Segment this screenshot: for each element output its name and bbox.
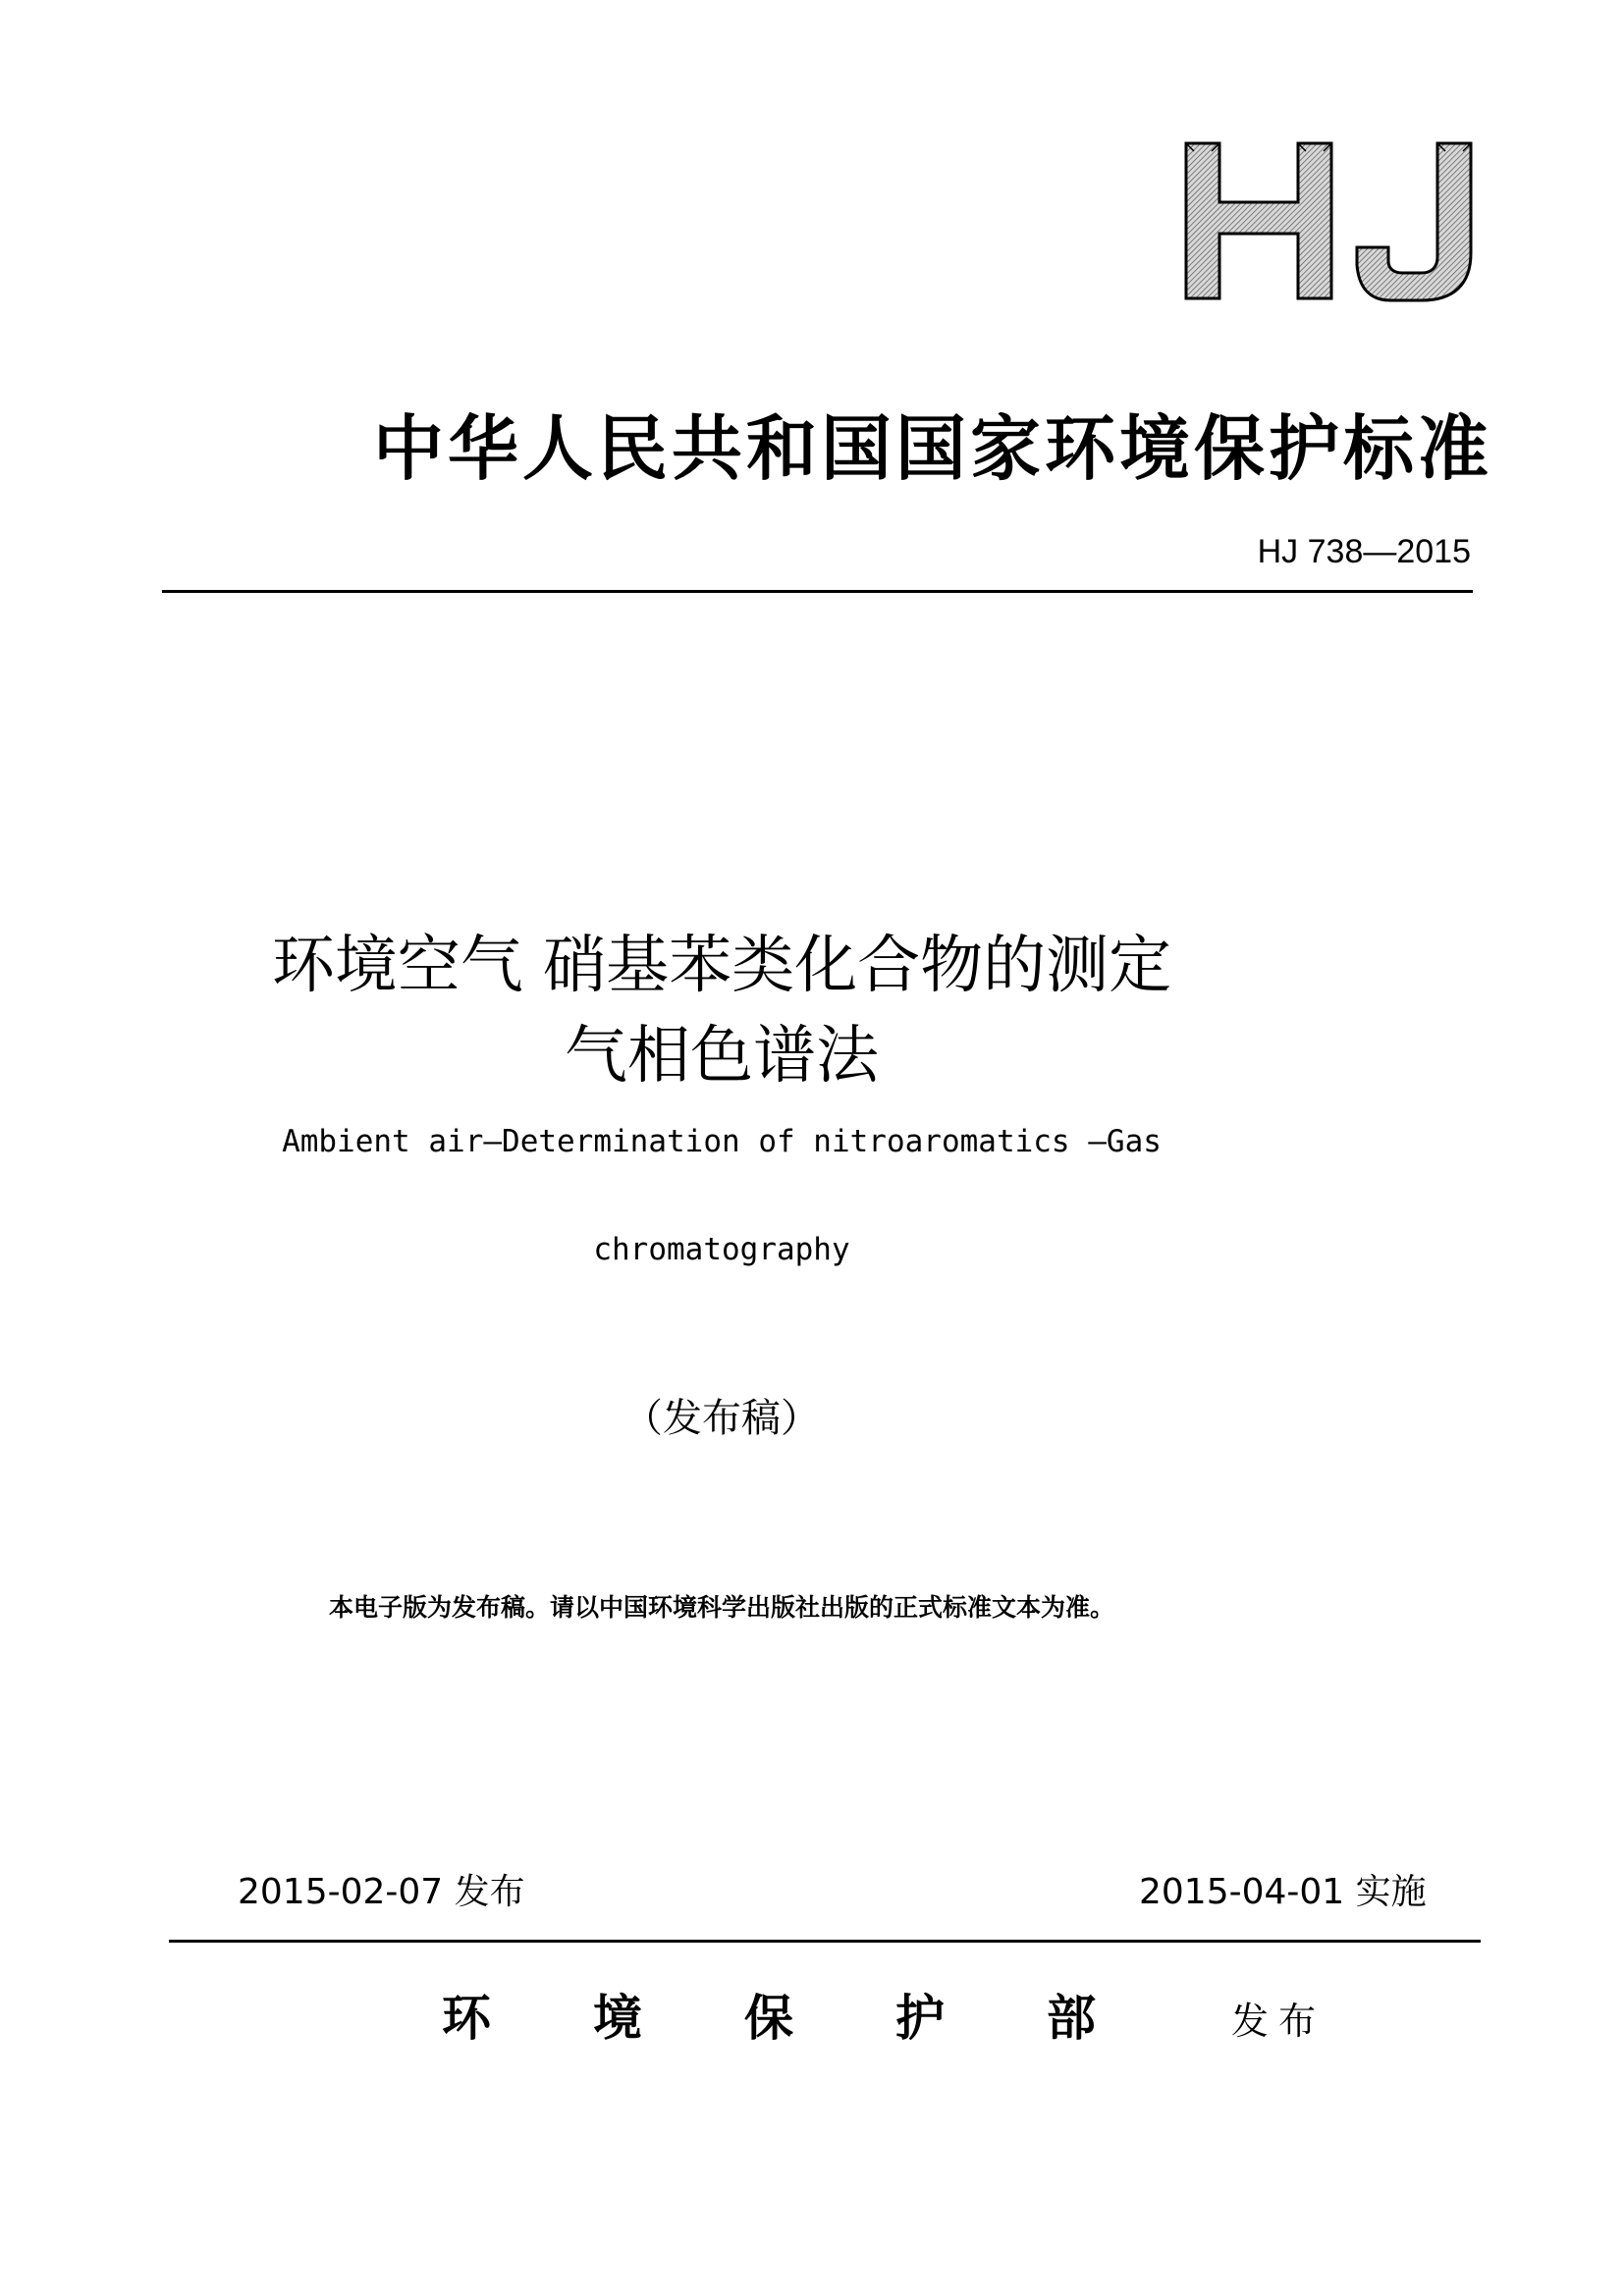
hj-logo bbox=[1178, 137, 1492, 304]
title-cn-line1: 环境空气 硝基苯类化合物的测定 bbox=[271, 930, 1172, 1002]
title-en-line2: chromatography bbox=[593, 1232, 850, 1267]
header-divider bbox=[162, 590, 1473, 593]
issued-label: 发布 bbox=[1231, 2000, 1326, 2043]
title-en-line1: Ambient air—Determination of nitroaromatics —Gas bbox=[282, 1124, 1162, 1159]
issue-date: 2015-02-07 发布 bbox=[238, 1872, 525, 1912]
edition-notice: 本电子版为发布稿。请以中国环境科学出版社出版的正式标准文本为准。 bbox=[328, 1593, 1114, 1622]
issuing-authority: 中华人民共和国国家环境保护标准 bbox=[372, 406, 1492, 490]
effective-date: 2015-04-01 实施 bbox=[1139, 1872, 1427, 1912]
footer-divider bbox=[169, 1940, 1481, 1943]
draft-status: （发布稿） bbox=[623, 1396, 820, 1441]
standard-number: HJ 738—2015 bbox=[1257, 533, 1471, 570]
issuing-ministry: 环境保护部 bbox=[442, 1989, 1198, 2047]
title-cn-line2: 气相色谱法 bbox=[565, 1020, 879, 1093]
